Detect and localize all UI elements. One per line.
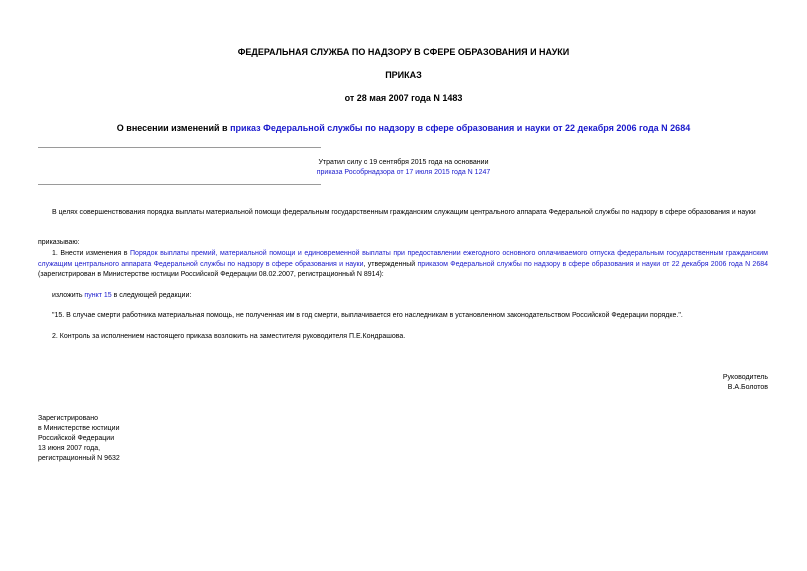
doc-title <box>0 123 807 134</box>
registration-line: 13 июня 2007 года, <box>38 445 101 452</box>
amendment-prefix: изложить <box>52 292 85 299</box>
registration-line: Зарегистрировано <box>38 415 98 422</box>
doc-title-link[interactable]: приказ Федеральной службы по надзору в сфере образования и науки от 22 декабря 2006 года N 2684 <box>230 123 691 133</box>
registration-line: в Министерстве юстиции <box>38 425 120 432</box>
preamble-paragraph: В целях совершенствования порядка выплаты материальной помощи федеральным государственным гражданским служащим центрального аппарата Федеральной службы по надзору в сфере образования и науки <box>52 209 756 216</box>
doc-title-prefix: О внесении изменений в <box>116 123 231 133</box>
registration-line: регистрационный N 9632 <box>38 455 120 462</box>
order-word: приказываю: <box>38 239 80 246</box>
item-1-suffix: (зарегистрирован в Министерстве юстиции Российской Федерации 08.02.2007, регистрационный N 8914): <box>38 271 384 278</box>
clause-15-link[interactable]: пункт 15 <box>84 292 112 299</box>
status-line: Утратил силу с 19 сентября 2015 года на основании <box>318 159 489 166</box>
status-link[interactable]: приказа Рособрнадзора от 17 июля 2015 года N 1247 <box>316 169 491 176</box>
item-1-paragraph <box>38 249 768 281</box>
item-1-prefix: 1. Внести изменения в <box>52 250 131 257</box>
item-2-paragraph: 2. Контроль за исполнением настоящего приказа возложить на заместителя руководителя П.Е.Кондрашова. <box>52 333 406 340</box>
amendment-suffix: в следующей редакции: <box>111 292 192 299</box>
amendment-line <box>52 291 191 301</box>
procedure-link[interactable]: Порядок выплаты премий, материальной помощи и единовременной выплаты при предоставлении ежегодного основного оплачиваемого отпуска федеральным государственным гражданским служащим центрального аппарата Федеральной службы по надзору в сфере образования и науки <box>38 250 768 268</box>
registration-line: Российской Федерации <box>38 435 115 442</box>
status-rule-top <box>38 147 321 148</box>
quoted-clause: "15. В случае смерти работника материальная помощь, не полученная им в год смерти, выплачивается его наследникам в установленном законодательством Российской Федерации порядке.". <box>52 312 683 319</box>
agency-heading: ФЕДЕРАЛЬНАЯ СЛУЖБА ПО НАДЗОРУ В СФЕРЕ ОБРАЗОВАНИЯ И НАУКИ <box>237 47 570 57</box>
doc-date-number: от 28 мая 2007 года N 1483 <box>344 93 463 103</box>
doc-type-heading: ПРИКАЗ <box>385 70 422 80</box>
order-2684-link[interactable]: приказом Федеральной службы по надзору в сфере образования и науки от 22 декабря 2006 года N 2684 <box>417 260 768 268</box>
item-1-mid: , утвержденный <box>363 260 418 268</box>
status-rule-bottom <box>38 184 321 185</box>
signature-role: Руководитель <box>722 374 768 381</box>
signature-name: В.А.Болотов <box>727 384 768 391</box>
